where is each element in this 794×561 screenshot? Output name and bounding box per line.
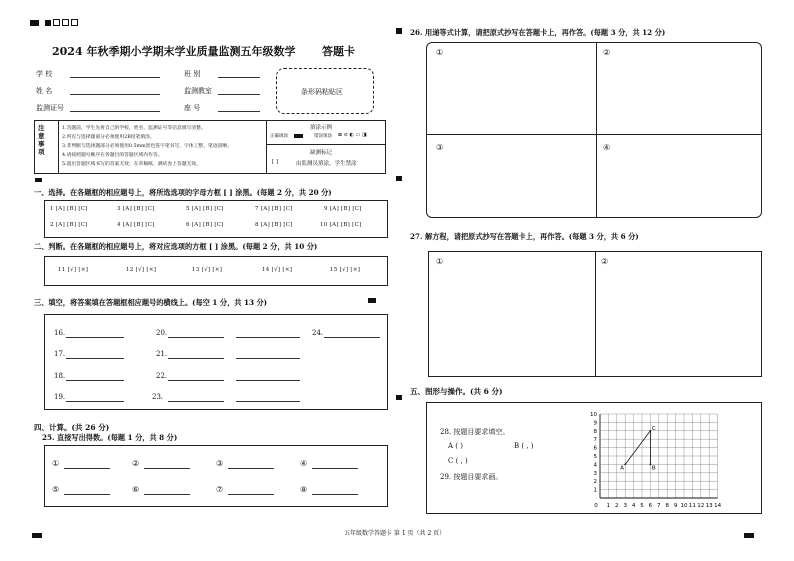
barcode-area — [276, 68, 374, 114]
origin-label: 0 — [594, 503, 598, 509]
timing-mark — [396, 395, 402, 400]
point-label-b: B — [651, 465, 656, 472]
section4-heading: 四、计算。(共 26 分) — [34, 423, 110, 432]
blank-21-label: 21. — [156, 350, 168, 358]
absent-title: 缺测标记 — [310, 150, 333, 156]
y-tick-label: 1 — [593, 487, 597, 494]
q29-heading: 29. 按题目要求画。 — [440, 473, 503, 481]
q25-7-label: ⑦ — [216, 485, 224, 494]
notes-divider — [58, 120, 59, 174]
point-label-c: C — [651, 425, 656, 432]
q7-options[interactable]: 7 [A] [B] [C] — [255, 206, 293, 212]
point-label-a: A — [620, 465, 624, 472]
x-tick-label: 7 — [657, 503, 661, 509]
x-tick-label: 14 — [714, 503, 722, 509]
section3-box — [44, 314, 388, 410]
field-name-line[interactable] — [70, 94, 160, 95]
q27-vdiv — [595, 251, 596, 377]
x-tick-label: 3 — [623, 503, 627, 509]
notes-item-3: 3.非判断与选择题部分必须使用0.5mm黑色签字笔书写，字体工整、笔迹清晰。 — [62, 144, 233, 149]
point-a — [624, 464, 626, 466]
blank-17-label: 17. — [54, 350, 66, 358]
blank-22b-line[interactable] — [236, 380, 300, 381]
field-seat-label: 座 号 — [184, 104, 201, 112]
q26-box — [426, 42, 762, 218]
notes-divider-2 — [266, 120, 267, 174]
q4-options[interactable]: 4 [A] [B] [C] — [117, 222, 155, 228]
y-tick-label: 3 — [593, 470, 597, 477]
blank-19-label: 19. — [54, 393, 66, 401]
q26-cell-3[interactable]: ③ — [436, 143, 444, 152]
q27-cell-1[interactable]: ① — [436, 257, 444, 266]
q26-cell-2[interactable]: ② — [603, 48, 611, 57]
y-tick-label: 6 — [593, 445, 597, 452]
field-school-label: 学 校 — [36, 70, 53, 78]
y-tick-label: 9 — [593, 420, 597, 427]
notes-item-5: 5.超出答题区域书写的答案无效；在草稿纸、测试卷上答题无效。 — [62, 162, 201, 167]
q25-7-line[interactable] — [228, 494, 274, 495]
q8-options[interactable]: 8 [A] [B] [C] — [255, 222, 293, 228]
field-class-label: 班 别 — [184, 70, 201, 78]
q25-2-line[interactable] — [144, 468, 190, 469]
fill-wrong-label: 错误填涂 — [314, 134, 332, 139]
x-tick-label: 13 — [705, 503, 713, 509]
x-tick-label: 11 — [688, 503, 696, 509]
q3-options[interactable]: 3 [A] [B] [C] — [117, 206, 155, 212]
blank-24-label: 24. — [312, 329, 324, 337]
blank-24-line[interactable] — [324, 337, 380, 338]
q25-6-line[interactable] — [144, 494, 190, 495]
field-id-line[interactable] — [70, 111, 160, 112]
absent-box[interactable]: [ ] — [272, 159, 279, 165]
notes-item-2: 2.所有与选择题部分必须使用2B铅笔填涂。 — [62, 135, 155, 140]
field-school-line[interactable] — [70, 77, 160, 78]
x-tick-label: 9 — [673, 503, 678, 509]
q11-options[interactable]: 11 [√] [×] — [58, 267, 89, 273]
page-footer: 五年级数学答题卡 第 1 页（共 2 页） — [344, 530, 446, 537]
blank-21-line[interactable] — [168, 358, 224, 359]
timing-mark — [744, 533, 754, 538]
blank-22-line[interactable] — [168, 380, 224, 381]
q26-vdiv — [596, 42, 597, 218]
q25-5-line[interactable] — [64, 494, 110, 495]
q12-options[interactable]: 12 [√] [×] — [126, 267, 157, 273]
q13-options[interactable]: 13 [√] [×] — [192, 267, 223, 273]
x-tick-label: 2 — [615, 503, 619, 509]
x-tick-label: 1 — [606, 503, 611, 509]
x-tick-label: 5 — [640, 503, 644, 509]
q25-4-label: ④ — [300, 459, 308, 468]
section3-heading: 三、填空，将答案填在答题框相应题号的横线上。(每空 1 分，共 13 分) — [34, 298, 268, 307]
x-tick-label: 8 — [665, 503, 669, 509]
field-room-label: 监测教室 — [184, 87, 212, 95]
q25-4-line[interactable] — [312, 468, 358, 469]
point-b-label[interactable]: B ( , ) — [514, 442, 534, 450]
x-tick-label: 6 — [648, 503, 653, 509]
fill-wrong-marks: ⊠ ⊘ ◐ ▭ ◨ — [338, 132, 367, 138]
point-c-label[interactable]: C ( , ) — [448, 457, 468, 465]
blank-17-line[interactable] — [66, 358, 124, 359]
blank-23-line[interactable] — [168, 401, 224, 402]
x-tick-label: 12 — [697, 503, 705, 509]
notes-item-1: 1.答题前，学生先将自己的学校、姓名、监测证号等信息填写清楚。 — [62, 126, 206, 131]
blank-21b-line[interactable] — [236, 358, 300, 359]
q26-cell-1[interactable]: ① — [436, 48, 444, 57]
x-tick-label: 10 — [680, 503, 688, 509]
blank-22-label: 22. — [156, 372, 168, 380]
notes-item-4: 4.请按照题号顺序在各题目的答题区域内作答。 — [62, 153, 163, 158]
q2-options[interactable]: 2 [A] [B] [C] — [50, 222, 88, 228]
timing-mark — [32, 533, 42, 538]
q26-heading: 26. 用递等式计算，请把原式抄写在答题卡上，再作答。(每题 3 分，共 12 分) — [410, 28, 666, 37]
timing-mark — [396, 28, 402, 34]
y-tick-label: 7 — [593, 437, 597, 444]
section5-heading: 五、图形与操作。(共 6 分) — [410, 387, 503, 396]
x-tick-label: 4 — [631, 503, 636, 509]
q25-6-label: ⑥ — [132, 485, 140, 494]
q25-8-label: ⑧ — [300, 485, 308, 494]
y-tick-label: 10 — [590, 412, 597, 418]
q26-hdiv — [426, 134, 762, 135]
blank-16-line[interactable] — [66, 337, 124, 338]
coordinate-grid[interactable] — [590, 406, 740, 510]
field-id-label: 监测证号 — [36, 104, 64, 112]
q25-8-line[interactable] — [312, 494, 358, 495]
timing-mark — [35, 178, 42, 182]
notes-title: 注意事项 — [38, 124, 45, 156]
field-seat-line[interactable] — [218, 111, 260, 112]
q25-1-line[interactable] — [64, 468, 110, 469]
q10-options[interactable]: 10 [A] [B] [C] — [320, 222, 362, 228]
q9-options[interactable]: 9 [A] [B] [C] — [324, 206, 362, 212]
q15-options[interactable]: 15 [√] [×] — [330, 267, 361, 273]
notes-hline — [266, 144, 386, 145]
field-name-label: 姓 名 — [36, 87, 53, 95]
q28-heading: 28. 按题目要求填空。 — [440, 428, 510, 436]
q25-box — [44, 445, 388, 507]
blank-20-line[interactable] — [168, 337, 224, 338]
top-marks — [30, 19, 80, 26]
fill-correct-mark — [294, 134, 303, 138]
blank-23b-line[interactable] — [236, 401, 300, 402]
blank-20-label: 20. — [156, 329, 168, 337]
fill-correct-label: 正确填涂 — [270, 134, 288, 139]
y-tick-label: 8 — [593, 428, 597, 435]
timing-mark — [368, 298, 376, 303]
q1-options[interactable]: 1 [A] [B] [C] — [50, 206, 88, 212]
timing-mark — [396, 176, 402, 181]
q25-heading: 25. 直接写出得数。(每题 1 分，共 8 分) — [42, 433, 178, 442]
barcode-label: 条形码粘贴区 — [301, 88, 343, 96]
section1-heading: 一、选择。在各题框的相应题号上，将所选选项的字母方框 [ ] 涂黑。(每题 2 分，共 20 分) — [34, 188, 332, 197]
page-title: 2024 年秋季期小学期末学业质量监测五年级数学 — [52, 45, 296, 58]
y-tick-label: 2 — [593, 479, 597, 486]
blank-16-label: 16. — [54, 329, 66, 337]
q5-options[interactable]: 5 [A] [B] [C] — [186, 206, 224, 212]
blank-18-line[interactable] — [66, 380, 124, 381]
q27-heading: 27. 解方程，请把原式抄写在答题卡上，再作答。(每题 3 分，共 6 分) — [410, 232, 639, 241]
field-room-line[interactable] — [218, 94, 260, 95]
blank-18-label: 18. — [54, 372, 66, 380]
blank-19-line[interactable] — [66, 401, 124, 402]
q26-cell-4[interactable]: ④ — [603, 143, 611, 152]
blank-23-label: 23. — [152, 393, 164, 401]
fill-example-title: 填涂示例 — [310, 125, 333, 131]
q14-options[interactable]: 14 [√] [×] — [262, 267, 293, 273]
section2-heading: 二、判断。在各题框的相应题号上，将对应选项的方框 [ ] 涂黑。(每题 2 分，共 10 分) — [34, 242, 318, 251]
y-tick-label: 5 — [593, 454, 597, 460]
page-subtitle: 答题卡 — [322, 45, 355, 58]
field-class-line[interactable] — [218, 77, 260, 78]
point-a-label[interactable]: A ( ) — [448, 442, 463, 450]
q6-options[interactable]: 6 [A] [B] [C] — [186, 222, 224, 228]
q27-cell-2[interactable]: ② — [601, 257, 609, 266]
q25-3-label: ③ — [216, 459, 224, 468]
blank-20b-line[interactable] — [236, 337, 300, 338]
q25-2-label: ② — [132, 459, 140, 468]
y-tick-label: 4 — [593, 462, 597, 469]
absent-text: 由监测员填涂，学生禁涂 — [296, 161, 357, 167]
q25-1-label: ① — [52, 459, 60, 468]
q25-5-label: ⑤ — [52, 485, 60, 494]
q25-3-line[interactable] — [228, 468, 274, 469]
